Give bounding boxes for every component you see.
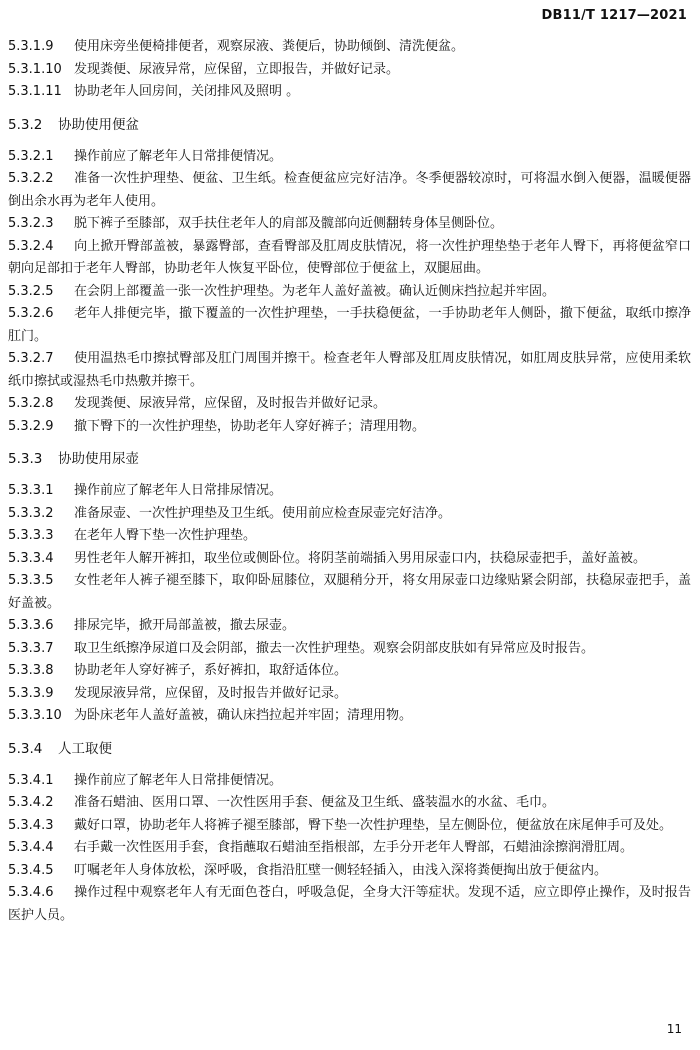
clause-text: 排尿完毕，掀开局部盖被，撤去尿壶。 — [74, 618, 296, 633]
clause — [8, 59, 691, 82]
clause-number: 5.3.2.9 — [8, 418, 54, 434]
clause-number: 5.3.3.10 — [8, 708, 62, 723]
clause — [8, 860, 691, 883]
clause-text: 准备尿壶、一次性护理垫及卫生纸。使用前应检查尿壶完好洁净。 — [74, 505, 452, 521]
clause-text: 为卧床老年人盖好盖被，确认床挡拉起并牢固；清理用物。 — [74, 708, 413, 723]
section-heading — [8, 114, 691, 136]
clause — [8, 168, 691, 213]
clause-text: 取卫生纸擦净尿道口及会阴部，撤去一次性护理垫。观察会阴部皮肤如有异常应及时报告。 — [74, 640, 595, 656]
clause-text: 操作前应了解老年人日常排便情况。 — [74, 148, 283, 164]
section-number: 5.3.3 — [8, 451, 43, 467]
section-number: 5.3.4 — [8, 740, 43, 757]
clause — [8, 615, 691, 638]
section-5-3-3 — [8, 448, 691, 728]
document-code: DB11/T 1217—2021 — [541, 8, 687, 23]
clause-number: 5.3.3.5 — [8, 573, 54, 588]
clause — [8, 837, 691, 860]
clause-number: 5.3.4.6 — [8, 885, 54, 900]
clause — [8, 525, 691, 548]
clause-number: 5.3.4.3 — [8, 817, 54, 833]
clause-number: 5.3.1.11 — [8, 84, 62, 99]
clause-number: 5.3.2.7 — [8, 351, 54, 366]
clause — [8, 213, 691, 236]
clause-text: 女性老年人裤子褪至膝下，取仰卧屈膝位，双腿稍分开，将女用尿壶口边缘贴紧会阴部，扶稳尿壶把手，盖好盖被。 — [8, 573, 691, 611]
page-number: 11 — [666, 1022, 682, 1036]
document-body — [8, 36, 691, 927]
clause-number: 5.3.3.8 — [8, 663, 54, 678]
clause-number: 5.3.3.1 — [8, 483, 54, 498]
clause — [8, 236, 691, 281]
clause — [8, 660, 691, 683]
clause-number: 5.3.3.3 — [8, 528, 54, 543]
clause-number: 5.3.2.8 — [8, 396, 54, 411]
clause — [8, 792, 691, 815]
clause-text: 操作前应了解老年人日常排便情况。 — [74, 772, 283, 788]
clause-number: 5.3.4.1 — [8, 772, 54, 788]
clause — [8, 882, 691, 927]
clause — [8, 348, 691, 393]
clause — [8, 570, 691, 615]
clause — [8, 815, 691, 838]
clause — [8, 638, 691, 661]
clause-number: 5.3.3.4 — [8, 550, 54, 566]
clause-number: 5.3.4.4 — [8, 840, 54, 855]
clause — [8, 416, 691, 439]
clause-number: 5.3.3.9 — [8, 685, 54, 701]
clause-number: 5.3.3.6 — [8, 618, 54, 633]
clause — [8, 705, 691, 728]
clause-number: 5.3.4.5 — [8, 862, 54, 878]
clause-text: 老年人排便完毕，撤下覆盖的一次性护理垫，一手扶稳便盆，一手协助老年人侧卧，撤下便盆，取纸巾擦净肛门。 — [8, 306, 691, 344]
clause-text: 发现尿液异常，应保留，及时报告并做好记录。 — [74, 685, 348, 701]
clause — [8, 303, 691, 348]
clause — [8, 480, 691, 503]
section-title: 协助使用便盆 — [58, 116, 139, 133]
clause — [8, 548, 691, 571]
clause — [8, 81, 691, 104]
clause-number: 5.3.2.3 — [8, 216, 54, 231]
clause — [8, 503, 691, 526]
clause-number: 5.3.3.2 — [8, 505, 54, 521]
clause-text: 使用温热毛巾擦拭臀部及肛门周围并擦干。检查老年人臀部及肛周皮肤情况，如肛周皮肤异常，应使用柔软纸巾擦拭或湿热毛巾热敷并擦干。 — [8, 351, 691, 389]
clause-text: 发现粪便、尿液异常，应保留，及时报告并做好记录。 — [74, 396, 387, 411]
clause — [8, 683, 691, 706]
section-5-3-4 — [8, 738, 691, 928]
clause — [8, 281, 691, 304]
clause — [8, 770, 691, 793]
section-title: 协助使用尿壶 — [58, 451, 139, 467]
clause-text: 准备一次性护理垫、便盆、卫生纸。检查便盆应完好洁净。冬季便器较凉时，可将温水倒入便器，温暖便器倒出余水再为老年人使用。 — [8, 171, 691, 209]
clause-text: 脱下裤子至膝部，双手扶住老年人的肩部及髋部向近侧翻转身体呈侧卧位。 — [74, 216, 504, 231]
clause-text: 操作前应了解老年人日常排尿情况。 — [74, 483, 283, 498]
clause-text: 在老年人臀下垫一次性护理垫。 — [74, 528, 257, 543]
clause-text: 在会阴上部覆盖一张一次性护理垫。为老年人盖好盖被。确认近侧床挡拉起并牢固。 — [74, 283, 556, 299]
clause — [8, 146, 691, 169]
clause — [8, 36, 691, 59]
clause-text: 戴好口罩，协助老年人将裤子褪至膝部，臀下垫一次性护理垫，呈左侧卧位，便盆放在床尾伸手可及处。 — [74, 817, 673, 833]
clause-number: 5.3.1.9 — [8, 39, 54, 54]
clause-text: 操作过程中观察老年人有无面色苍白，呼吸急促，全身大汗等症状。发现不适，应立即停止操作，及时报告医护人员。 — [8, 885, 691, 923]
clause-text: 发现粪便、尿液异常，应保留，立即报告，并做好记录。 — [74, 61, 400, 77]
clause-text: 撤下臀下的一次性护理垫，协助老年人穿好裤子；清理用物。 — [74, 418, 426, 434]
clause-number: 5.3.2.4 — [8, 238, 54, 254]
clause-number: 5.3.2.5 — [8, 283, 54, 299]
clause-number: 5.3.1.10 — [8, 61, 62, 77]
clause-text: 协助老年人回房间，关闭排风及照明 。 — [74, 84, 300, 99]
section-number: 5.3.2 — [8, 116, 43, 133]
clause-text: 准备石蜡油、医用口罩、一次性医用手套、便盆及卫生纸、盛装温水的水盆、毛巾。 — [74, 795, 556, 810]
clause-text: 叮嘱老年人身体放松，深呼吸，食指沿肛壁一侧轻轻插入，由浅入深将粪便掏出放于便盆内。 — [74, 862, 608, 878]
clause-number: 5.3.3.7 — [8, 640, 54, 656]
clause-number: 5.3.2.2 — [8, 171, 54, 186]
clause-text: 男性老年人解开裤扣，取坐位或侧卧位。将阴茎前端插入男用尿壶口内，扶稳尿壶把手，盖好盖被。 — [74, 550, 647, 566]
clause — [8, 393, 691, 416]
clause-text: 协助老年人穿好裤子，系好裤扣，取舒适体位。 — [74, 663, 348, 678]
clause-number: 5.3.2.1 — [8, 148, 54, 164]
section-heading — [8, 738, 691, 760]
section-5-3-2 — [8, 114, 691, 439]
clause-text: 使用床旁坐便椅排便者，观察尿液、粪便后，协助倾倒、清洗便盆。 — [74, 39, 465, 54]
clause-number: 5.3.4.2 — [8, 795, 54, 810]
clause-text: 向上掀开臀部盖被，暴露臀部，查看臀部及肛周皮肤情况，将一次性护理垫垫于老年人臀下，再将便盆窄口朝向足部扣于老年人臀部，协助老年人恢复平卧位，使臀部位于便盆上，双腿屈曲。 — [8, 238, 691, 276]
clause-number: 5.3.2.6 — [8, 306, 54, 321]
section-heading — [8, 448, 691, 470]
clause-text: 右手戴一次性医用手套，食指蘸取石蜡油至指根部，左手分开老年人臀部，石蜡油涂擦润滑肛周。 — [74, 840, 634, 855]
section-title: 人工取便 — [58, 740, 112, 757]
section-5-3-1-tail — [8, 36, 691, 104]
